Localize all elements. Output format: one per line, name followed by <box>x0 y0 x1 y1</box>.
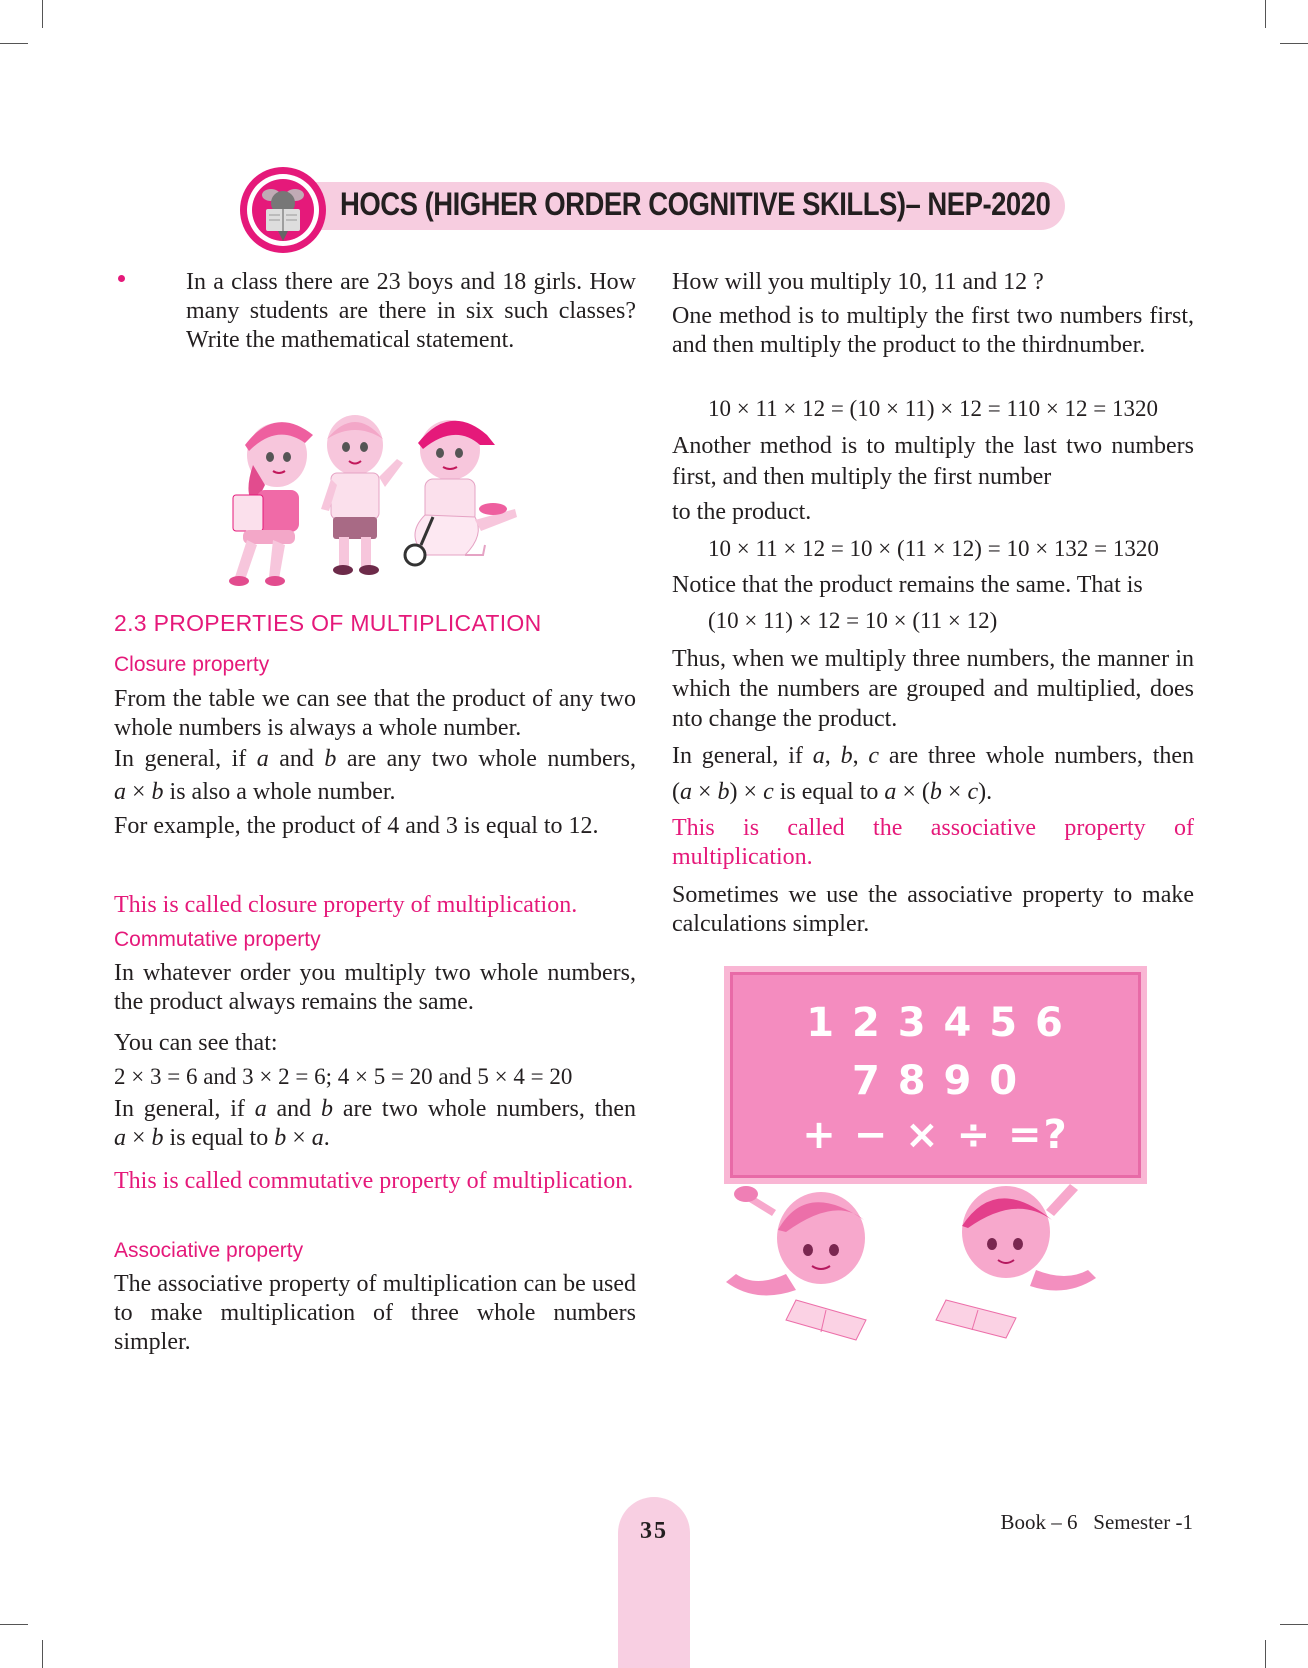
general-abc-text: In general, if a, b, c are three whole numbers, then <box>672 743 1195 769</box>
page-number: 35 <box>640 1518 668 1544</box>
notice-text: Notice that the product remains the same. That is <box>672 572 1143 598</box>
method-two-text: Another method is to multiply the last two numbers first, and then multiply the first number <box>672 433 1194 490</box>
crop-mark <box>1265 1640 1266 1668</box>
closure-paragraph-2: In general, if a and b are any two whole numbers, <box>114 746 636 772</box>
number-board <box>724 966 1147 1184</box>
commutative-examples: 2 × 3 = 6 and 3 × 2 = 6; 4 × 5 = 20 and 5 × 4 = 20 <box>114 1064 573 1089</box>
commutative-paragraph-1: In whatever order you multiply two whole numbers, the product always remains the same. <box>114 960 636 1015</box>
crop-mark <box>1265 0 1266 28</box>
crop-mark <box>1280 1624 1308 1625</box>
reading-bee-icon <box>238 165 328 255</box>
board-digits-line-1: 1 2 3 4 5 6 <box>806 1000 1065 1046</box>
sometimes-paragraph: Sometimes we use the associative property to make calculations simpler. <box>672 882 1194 937</box>
associative-property-heading: Associative property <box>114 1239 304 1262</box>
banner-title: HOCS (HIGHER ORDER COGNITIVE SKILLS)– NEP-2020 <box>340 186 1051 222</box>
commutative-paragraph-5: a × b is equal to b × a. <box>114 1125 330 1151</box>
closure-statement: This is called closure property of multiplication. <box>114 892 578 918</box>
commutative-paragraph-4: In general, if a and b are two whole numbers, then <box>114 1096 636 1122</box>
board-operators: + − × ÷ =? <box>802 1112 1069 1158</box>
closure-paragraph-1: From the table we can see that the product of any two whole numbers is always a whole number. <box>114 686 636 741</box>
equation-1: 10 × 11 × 12 = (10 × 11) × 12 = 110 × 12 = 1320 <box>708 396 1159 421</box>
question-text: In a class there are 23 boys and 18 girls. How many students are there in six such classes? Write the mathematical statement. <box>186 269 636 353</box>
bullet-icon <box>118 275 125 282</box>
equation-2: 10 × 11 × 12 = 10 × (11 × 12) = 10 × 132 = 1320 <box>708 536 1159 561</box>
closure-property-heading: Closure property <box>114 653 270 676</box>
children-illustration <box>225 405 545 590</box>
crop-mark <box>42 1640 43 1668</box>
associative-paragraph-1: The associative property of multiplication can be used to make multiplication of three whole numbers simpler. <box>114 1271 636 1355</box>
thus-paragraph: Thus, when we multiply three numbers, the manner in which the numbers are grouped and multiplied, does nto change the product. <box>672 646 1194 732</box>
commutative-statement: This is called commutative property of multiplication. <box>114 1168 634 1194</box>
book-info: Book – 6 Semester -1 <box>1000 1510 1193 1534</box>
board-digits-line-2: 7 8 9 0 <box>851 1058 1020 1104</box>
equation-3: (10 × 11) × 12 = 10 × (11 × 12) <box>708 608 998 633</box>
multiply-question: How will you multiply 10, 11 and 12 ? <box>672 269 1044 295</box>
crop-mark <box>0 1624 28 1625</box>
commutative-paragraph-2: You can see that: <box>114 1030 278 1056</box>
method-two-end: to the product. <box>672 499 812 525</box>
associative-statement: This is called the associative property of multiplication. <box>672 815 1194 870</box>
associative-expression: (a × b) × c is equal to a × (b × c). <box>672 779 993 805</box>
crop-mark <box>0 43 28 44</box>
closure-paragraph-3: a × b is also a whole number. <box>114 779 396 805</box>
crop-mark <box>1280 43 1308 44</box>
reading-children-illustration <box>716 1170 1116 1345</box>
section-title: 2.3 PROPERTIES OF MULTIPLICATION <box>114 610 542 636</box>
closure-paragraph-4: For example, the product of 4 and 3 is equal to 12. <box>114 813 599 839</box>
commutative-property-heading: Commutative property <box>114 928 321 951</box>
crop-mark <box>42 0 43 28</box>
method-one-text: One method is to multiply the first two numbers first, and then multiply the product to the thirdnumber. <box>672 303 1194 358</box>
